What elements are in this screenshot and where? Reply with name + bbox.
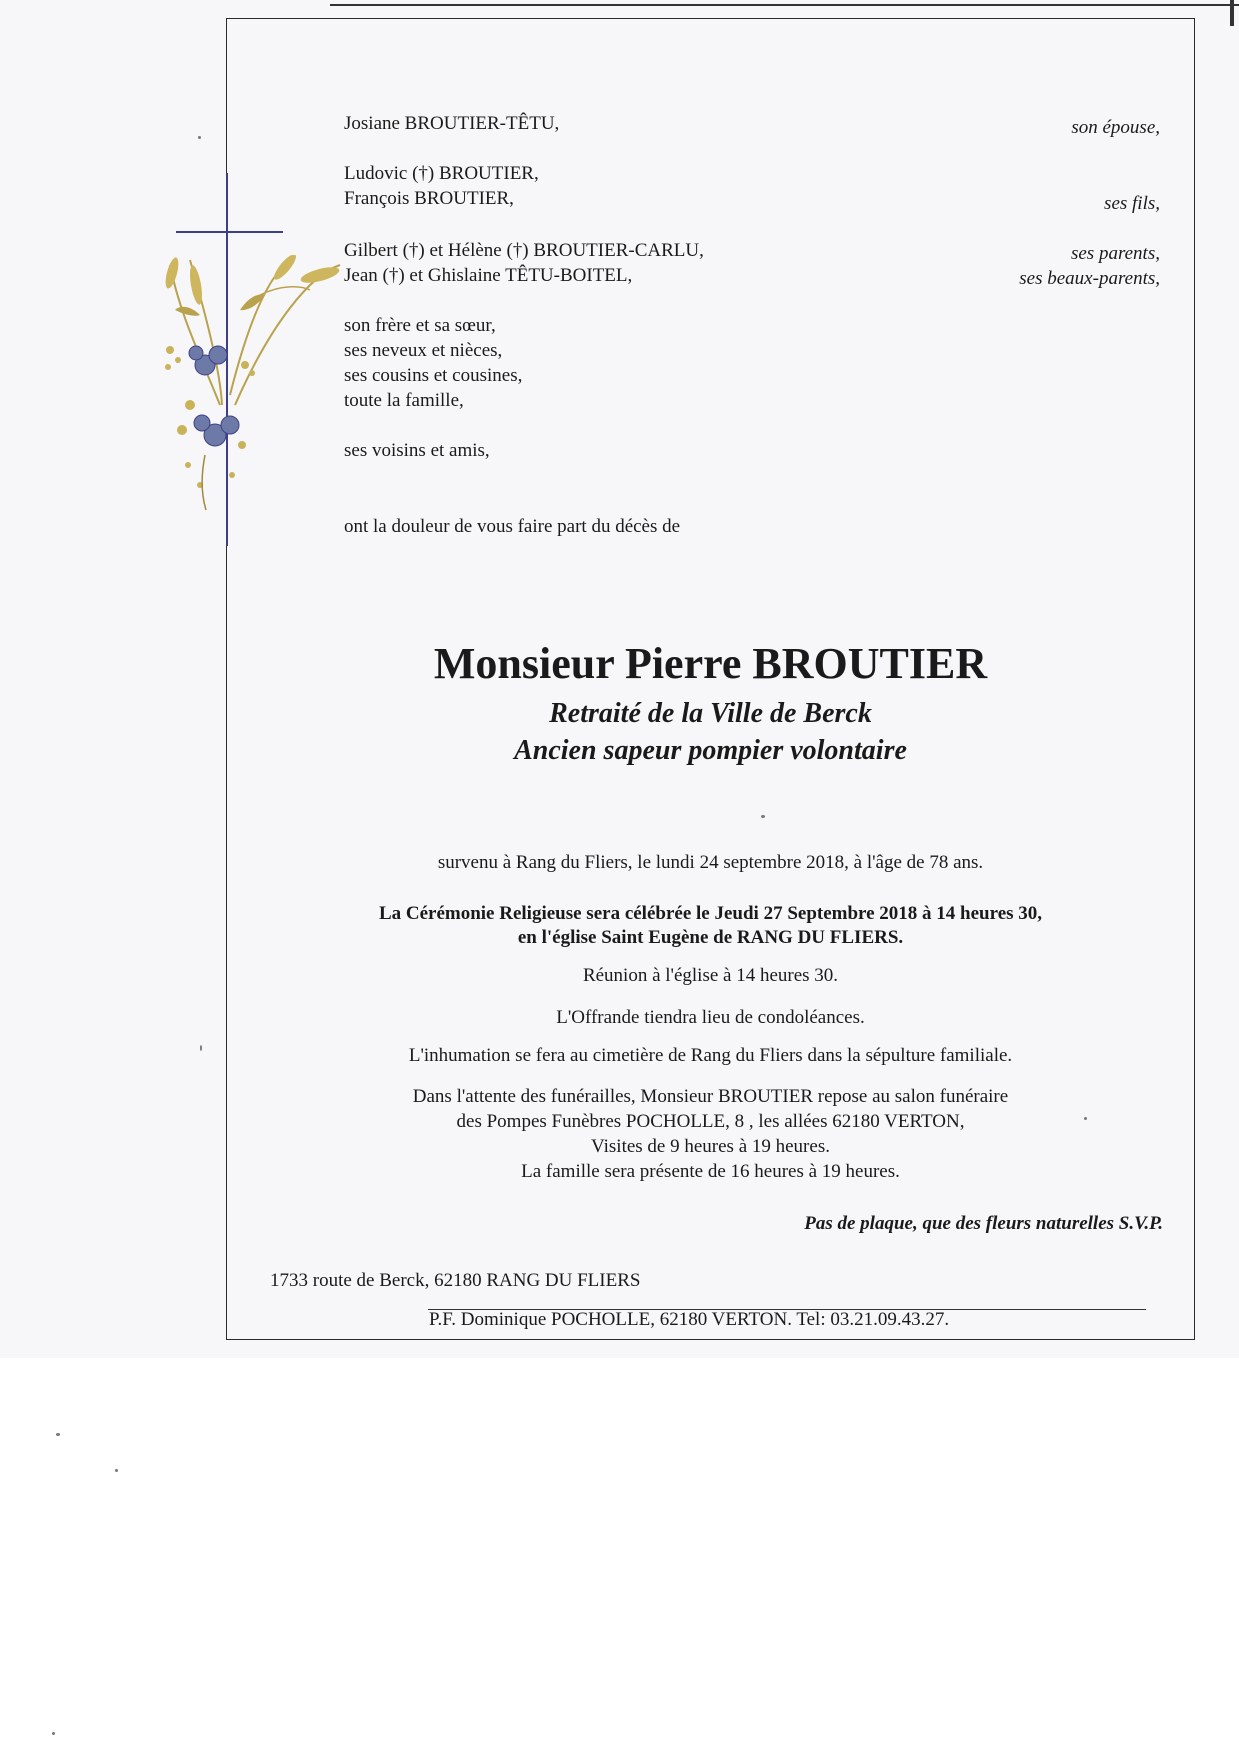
deceased-name: Monsieur Pierre BROUTIER: [433, 639, 988, 688]
relatives-line: ses neveux et nièces,: [344, 340, 503, 361]
wake-line: La famille sera présente de 16 heures à 19 heures.: [521, 1161, 900, 1182]
flower-bouquet-icon: [160, 255, 350, 515]
offering-info: L'Offrande tiendra lieu de condoléances.: [556, 1007, 865, 1028]
ceremony-line-1: La Cérémonie Religieuse sera célébrée le Jeudi 27 Septembre 2018 à 14 heures 30,: [378, 903, 1043, 924]
relatives-line: toute la famille,: [344, 390, 464, 411]
parents-in-law-relation: ses beaux-parents,: [1019, 268, 1160, 289]
deceased-title-2: Ancien sapeur pompier volontaire: [514, 735, 907, 766]
top-mark: [1230, 0, 1234, 26]
parents-in-law: Jean (†) et Ghislaine TÊTU-BOITEL,: [344, 265, 633, 286]
flowers-note: Pas de plaque, que des fleurs naturelles S.V.P.: [804, 1213, 1163, 1234]
scan-speck: [115, 1469, 118, 1472]
top-rule: [330, 4, 1239, 6]
home-address: 1733 route de Berck, 62180 RANG DU FLIERS: [270, 1270, 641, 1291]
meeting-info: Réunion à l'église à 14 heures 30.: [582, 965, 839, 986]
wake-line: Dans l'attente des funérailles, Monsieur BROUTIER repose au salon funéraire: [412, 1086, 1009, 1107]
wake-line: Visites de 9 heures à 19 heures.: [591, 1136, 830, 1157]
parents-relation: ses parents,: [1070, 243, 1160, 264]
wake-line: des Pompes Funèbres POCHOLLE, 8 , les allées 62180 VERTON,: [456, 1111, 965, 1132]
spouse-relation: son épouse,: [1071, 117, 1160, 138]
scan-speck: [761, 815, 765, 818]
scan-speck: [200, 1045, 202, 1051]
death-details: survenu à Rang du Fliers, le lundi 24 septembre 2018, à l'âge de 78 ans.: [437, 852, 984, 873]
relatives-line: ses cousins et cousines,: [344, 365, 523, 386]
relatives-line: son frère et sa sœur,: [344, 315, 496, 336]
cross-bar: [176, 231, 283, 233]
burial-info: L'inhumation se fera au cimetière de Rang du Fliers dans la sépulture familiale.: [408, 1045, 1013, 1066]
funeral-home-info: P.F. Dominique POCHOLLE, 62180 VERTON. Tel: 03.21.09.43.27.: [429, 1309, 950, 1330]
scan-speck: [1084, 1117, 1087, 1120]
son-1: Ludovic (†) BROUTIER,: [344, 163, 539, 184]
scan-speck: [198, 136, 201, 139]
son-2: François BROUTIER,: [344, 188, 514, 209]
deceased-title-1: Retraité de la Ville de Berck: [549, 698, 872, 729]
scan-speck: [56, 1433, 60, 1436]
neighbours-line: ses voisins et amis,: [344, 440, 490, 461]
parents: Gilbert (†) et Hélène (†) BROUTIER-CARLU,: [344, 240, 704, 261]
sons-relation: ses fils,: [1104, 193, 1160, 214]
spouse-name: Josiane BROUTIER-TÊTU,: [344, 113, 560, 134]
ceremony-line-2: en l'église Saint Eugène de RANG DU FLIERS.: [517, 927, 904, 948]
scan-speck: [52, 1732, 55, 1735]
announcement: ont la douleur de vous faire part du décès de: [344, 516, 681, 537]
